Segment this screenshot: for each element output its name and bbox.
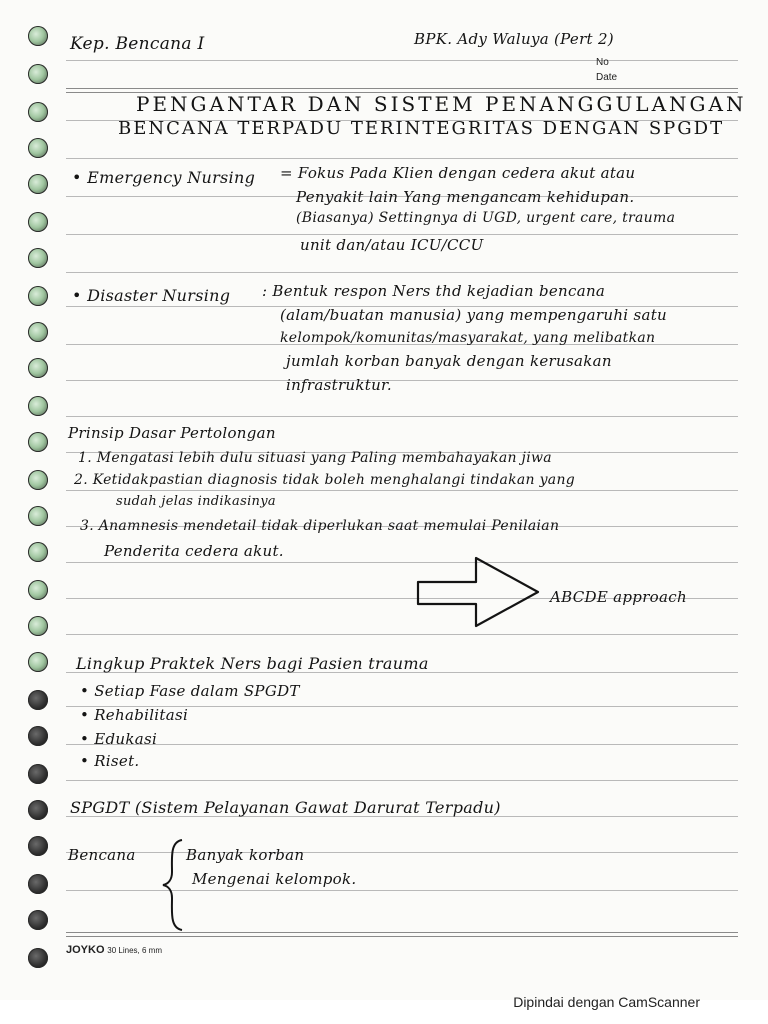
scope-item: • Edukasi	[80, 730, 158, 748]
disaster-line: kelompok/komunitas/masyarakat, yang melibatkan	[280, 330, 656, 346]
date-label: Date	[596, 72, 618, 83]
rule-line	[66, 634, 738, 635]
emergency-line: = Fokus Pada Klien dengan cedera akut atau	[280, 164, 636, 182]
scope-item: • Setiap Fase dalam SPGDT	[80, 682, 300, 700]
rule-line	[66, 490, 738, 491]
principle-item: Penderita cedera akut.	[104, 542, 284, 560]
rule-line	[66, 562, 738, 563]
no-label: No	[596, 57, 609, 68]
emergency-line: Penyakit lain Yang mengancam kehidupan.	[296, 188, 635, 206]
bencana-item: Mengenai kelompok.	[192, 870, 357, 888]
binder-hole	[28, 874, 48, 894]
binder-hole	[28, 322, 48, 342]
scope-heading: Lingkup Praktek Ners bagi Pasien trauma	[76, 654, 429, 673]
binder-hole	[28, 690, 48, 710]
scanner-footer: Dipindai dengan CamScanner	[513, 994, 700, 1010]
disaster-line: (alam/buatan manusia) yang mempengaruhi satu	[280, 306, 668, 324]
binder-holes	[24, 24, 54, 984]
emergency-nursing-term: • Emergency Nursing	[72, 168, 256, 187]
binder-hole	[28, 764, 48, 784]
binder-hole	[28, 616, 48, 636]
rule-line	[66, 158, 738, 159]
binder-hole	[28, 286, 48, 306]
spgdt-definition: SPGDT (Sistem Pelayanan Gawat Darurat Terpadu)	[70, 798, 501, 817]
paper-brand-name: JOYKO	[66, 944, 105, 956]
page-title-line-2: BENCANA TERPADU TERINTEGRITAS DENGAN SPGDT	[118, 118, 725, 139]
binder-hole	[28, 138, 48, 158]
binder-hole	[28, 910, 48, 930]
binder-hole	[28, 470, 48, 490]
disaster-nursing-term: • Disaster Nursing	[72, 286, 231, 305]
curly-brace-icon	[160, 838, 186, 932]
rule-line-double	[66, 932, 738, 937]
disaster-line: : Bentuk respon Ners thd kejadian bencana	[262, 282, 606, 300]
rule-line	[66, 60, 738, 61]
binder-hole	[28, 102, 48, 122]
lecturer-note: BPK. Ady Waluya (Pert 2)	[414, 30, 614, 48]
binder-hole	[28, 358, 48, 378]
scope-item: • Riset.	[80, 752, 140, 770]
binder-hole	[28, 652, 48, 672]
rule-line	[66, 416, 738, 417]
binder-hole	[28, 948, 48, 968]
right-arrow-icon	[414, 554, 544, 630]
binder-hole	[28, 26, 48, 46]
binder-hole	[28, 432, 48, 452]
binder-hole	[28, 248, 48, 268]
rule-line	[66, 380, 738, 381]
course-title: Kep. Bencana I	[70, 34, 205, 54]
binder-hole	[28, 396, 48, 416]
binder-hole	[28, 542, 48, 562]
bencana-item: Banyak korban	[186, 846, 305, 864]
emergency-line: (Biasanya) Settingnya di UGD, urgent care, trauma	[296, 210, 676, 226]
binder-hole	[28, 64, 48, 84]
principle-item: 2. Ketidakpastian diagnosis tidak boleh menghalangi tindakan yang	[74, 472, 576, 488]
binder-hole	[28, 726, 48, 746]
paper-brand-spec: 30 Lines, 6 mm	[107, 946, 162, 955]
rule-line	[66, 272, 738, 273]
binder-hole	[28, 836, 48, 856]
binder-hole	[28, 580, 48, 600]
bencana-label: Bencana	[68, 846, 136, 864]
principle-item: 1. Mengatasi lebih dulu situasi yang Paling membahayakan jiwa	[78, 450, 552, 466]
paper-brand	[66, 944, 162, 956]
scope-item: • Rehabilitasi	[80, 706, 189, 724]
rule-line	[66, 234, 738, 235]
principle-item: 3. Anamnesis mendetail tidak diperlukan saat memulai Penilaian	[80, 518, 560, 534]
rule-line	[66, 780, 738, 781]
binder-hole	[28, 212, 48, 232]
binder-hole	[28, 174, 48, 194]
emergency-line: unit dan/atau ICU/CCU	[300, 236, 484, 254]
disaster-line: infrastruktur.	[286, 376, 392, 394]
principle-item: sudah jelas indikasinya	[116, 494, 276, 509]
page-title-line-1: PENGANTAR DAN SISTEM PENANGGULANGAN	[136, 92, 747, 116]
abcde-approach-label: ABCDE approach	[550, 588, 687, 606]
binder-hole	[28, 506, 48, 526]
rule-line	[66, 744, 738, 745]
disaster-line: jumlah korban banyak dengan kerusakan	[286, 352, 612, 370]
principles-heading: Prinsip Dasar Pertolongan	[68, 424, 276, 442]
binder-hole	[28, 800, 48, 820]
